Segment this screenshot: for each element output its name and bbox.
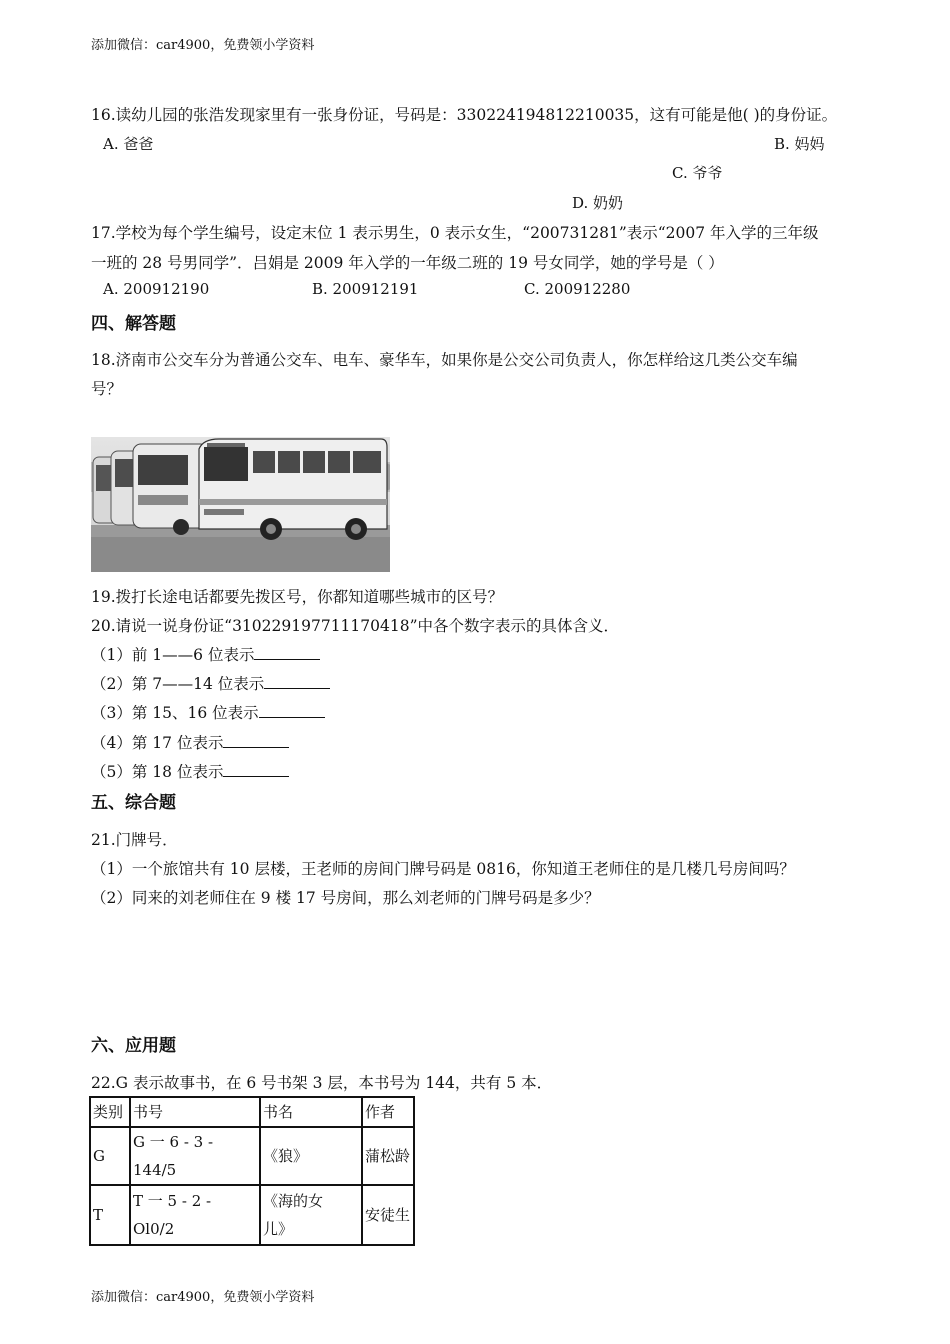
table-cell-line: 《海的女 <box>263 1192 324 1210</box>
q20-item-1: （1）前 1——6 位表示 <box>91 643 320 665</box>
question-16-text: 16.读幼儿园的张浩发现家里有一张身份证，号码是：330224194812210035，这有可能是他( )的身份证。 <box>91 106 838 124</box>
question-19-text: 19.拨打长途电话都要先拨区号，你都知道哪些城市的区号？ <box>91 588 504 606</box>
bus-photo <box>91 437 390 572</box>
question-22-text: 22.G 表示故事书，在 6 号书架 3 层，本书号为 144，共有 5 本． <box>91 1074 553 1092</box>
question-18-line-1: 18.济南市公交车分为普通公交车、电车、豪华车，如果你是公交公司负责人，你怎样给这几类公交车编 <box>91 351 798 369</box>
answer-blank <box>259 703 325 718</box>
table-header-cell: 书号 <box>130 1098 260 1127</box>
section-4-heading: 四、解答题 <box>91 314 176 334</box>
page-header: 添加微信：car4900，免费领小学资料 <box>91 38 315 53</box>
table-cell: 安徒生 <box>362 1185 413 1244</box>
q20-item-4: （4）第 17 位表示 <box>91 731 289 753</box>
q21-item-1: （1）一个旅馆共有 10 层楼，王老师的房间门牌号码是 0816，你知道王老师住的是几楼几号房间吗？ <box>91 860 795 878</box>
q17-option-a: A. 200912190 <box>103 280 210 298</box>
table-cell-line: 儿》 <box>263 1220 294 1238</box>
q16-option-b: B. 妈妈 <box>774 135 825 153</box>
q20-item-3: （3）第 15、16 位表示 <box>91 701 325 723</box>
table-cell: G <box>91 1127 130 1185</box>
q20-item-5: （5）第 18 位表示 <box>91 760 289 782</box>
book-code-table <box>89 1096 415 1246</box>
section-5-heading: 五、综合题 <box>91 793 176 813</box>
q17-option-b: B. 200912191 <box>312 280 419 298</box>
table-header-row <box>91 1098 413 1127</box>
q17-option-c: C. 200912280 <box>524 280 631 298</box>
page-footer: 添加微信：car4900，免费领小学资料 <box>91 1290 315 1305</box>
table-row <box>91 1127 413 1185</box>
question-17-line-1: 17.学校为每个学生编号，设定末位 1 表示男生，0 表示女生，“200731281”表示“2007 年入学的三年级 <box>91 224 819 242</box>
table-header-cell: 书名 <box>260 1098 362 1127</box>
q16-option-d: D. 奶奶 <box>572 194 624 212</box>
table-row <box>91 1185 413 1244</box>
question-17-line-2: 一班的 28 号男同学”．吕娟是 2009 年入学的一年级二班的 19 号女同学，她的学号是（ ） <box>91 254 724 272</box>
q21-item-2: （2）同来的刘老师住在 9 楼 17 号房间，那么刘老师的门牌号码是多少？ <box>91 889 600 907</box>
table-header-cell: 作者 <box>362 1098 413 1127</box>
question-18-line-2: 号？ <box>91 380 123 398</box>
answer-blank <box>223 762 289 777</box>
q16-option-a: A. 爸爸 <box>103 135 154 153</box>
question-21-text: 21.门牌号． <box>91 831 178 849</box>
answer-blank <box>264 674 330 689</box>
answer-blank <box>223 733 289 748</box>
table-cell: T <box>91 1185 130 1244</box>
section-6-heading: 六、应用题 <box>91 1036 176 1056</box>
q16-option-c: C. 爷爷 <box>672 164 723 182</box>
table-header-cell: 类别 <box>91 1098 130 1127</box>
q20-item-2: （2）第 7——14 位表示 <box>91 672 330 694</box>
table-cell: G 一 6 - 3 - 144/5 <box>130 1127 260 1185</box>
question-20-text: 20.请说一说身份证“310229197711170418”中各个数字表示的具体含义． <box>91 617 620 635</box>
answer-blank <box>254 645 320 660</box>
table-cell: 《狼》 <box>260 1127 362 1185</box>
table-cell: T 一 5 - 2 - Ol0/2 <box>130 1185 260 1244</box>
table-cell: 蒲松龄 <box>362 1127 413 1185</box>
table-cell <box>260 1185 362 1244</box>
